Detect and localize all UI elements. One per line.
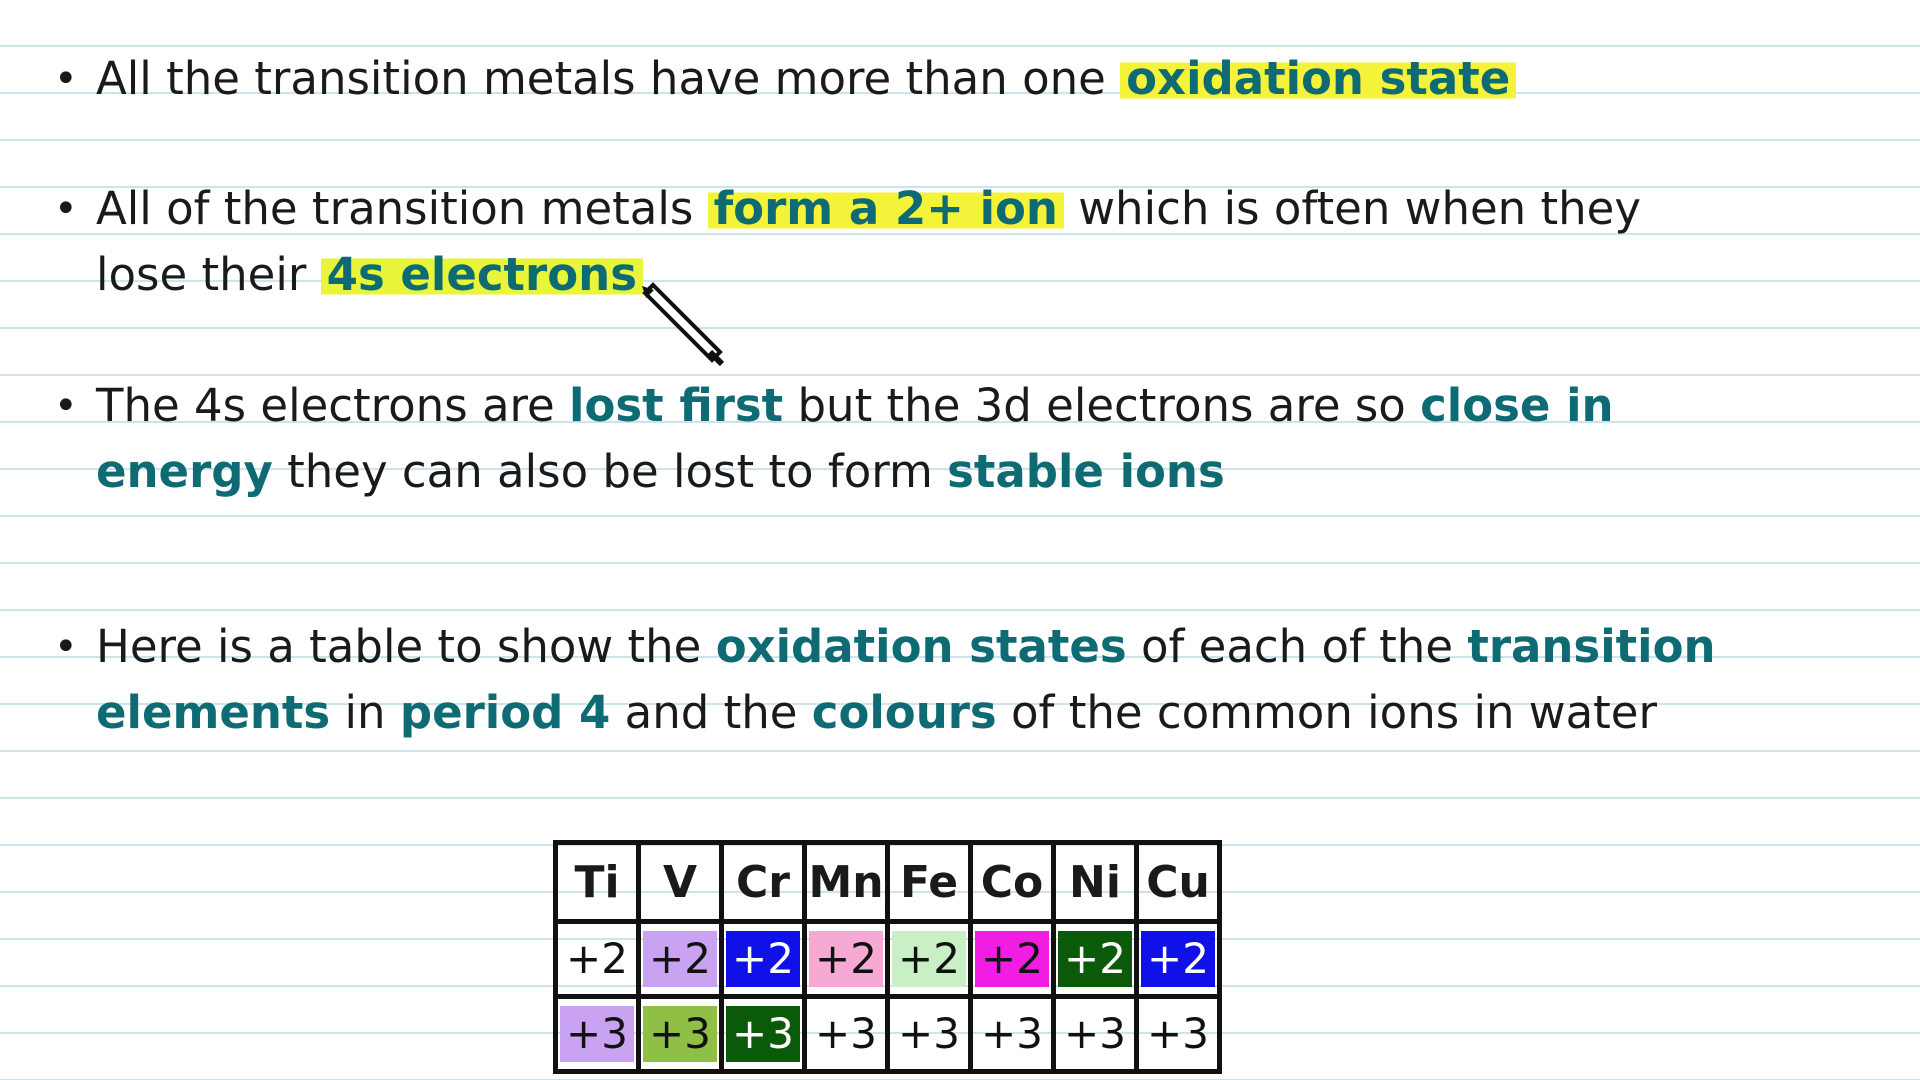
bullet-text [96, 46, 1746, 112]
body-text: Here is a table to show the [96, 620, 716, 673]
body-text: but the 3d electrons are so [783, 379, 1421, 432]
keyword-text: stable ions [947, 445, 1225, 498]
oxidation-value: +3 [560, 1006, 634, 1062]
body-text: of each of the [1126, 620, 1468, 673]
keyword-text: 4s electrons [321, 248, 643, 301]
oxidation-cell [1054, 997, 1137, 1072]
oxidation-cell [971, 997, 1054, 1072]
bullet-dot: • [54, 56, 78, 102]
element-header-ni: Ni [1054, 843, 1137, 922]
oxidation-cell [639, 922, 722, 997]
oxidation-value: +2 [1058, 931, 1132, 987]
oxidation-cell [722, 922, 805, 997]
element-header-v: V [639, 843, 722, 922]
element-header-cu: Cu [1137, 843, 1220, 922]
element-header-fe: Fe [888, 843, 971, 922]
oxidation-value: +3 [1147, 1009, 1209, 1058]
keyword-text: oxidation states [715, 620, 1127, 673]
body-text: in [330, 686, 400, 739]
keyword-text: transition elements [96, 620, 1716, 739]
oxidation-cell [1137, 922, 1220, 997]
oxidation-value: +3 [981, 1009, 1043, 1058]
keyword-text: oxidation state [1120, 52, 1516, 105]
oxidation-cell [556, 922, 639, 997]
body-text: All of the transition metals [96, 182, 708, 235]
oxidation-value: +3 [898, 1009, 960, 1058]
oxidation-value: +2 [643, 931, 717, 987]
bullet-dot: • [54, 624, 78, 670]
keyword-text: colours [811, 686, 997, 739]
element-header-ti: Ti [556, 843, 639, 922]
oxidation-value: +2 [975, 931, 1049, 987]
pen-cursor-icon [640, 280, 740, 380]
oxidation-value: +2 [1141, 931, 1215, 987]
keyword-text: lost first [569, 379, 784, 432]
oxidation-value: +3 [1064, 1009, 1126, 1058]
keyword-text: period 4 [399, 686, 611, 739]
oxidation-cell [971, 922, 1054, 997]
oxidation-cell [722, 997, 805, 1072]
bullet-text [96, 176, 1736, 308]
oxidation-cell [805, 922, 888, 997]
body-text: The 4s electrons are [96, 379, 570, 432]
table-header-row [556, 843, 1220, 922]
oxidation-value: +2 [726, 931, 800, 987]
body-text: of the common ions in water [996, 686, 1657, 739]
keyword-text: close in energy [96, 379, 1614, 498]
oxidation-states-table [553, 840, 1222, 1074]
oxidation-cell [1054, 922, 1137, 997]
oxidation-cell [888, 922, 971, 997]
body-text: which is often when they lose their [96, 182, 1641, 301]
oxidation-value: +3 [643, 1006, 717, 1062]
oxidation-cell [556, 997, 639, 1072]
bullet-text [96, 614, 1736, 746]
element-header-mn: Mn [805, 843, 888, 922]
oxidation-row [556, 922, 1220, 997]
oxidation-cell [805, 997, 888, 1072]
oxidation-value: +3 [726, 1006, 800, 1062]
oxidation-value: +3 [815, 1009, 877, 1058]
oxidation-value: +2 [566, 934, 628, 983]
element-header-co: Co [971, 843, 1054, 922]
oxidation-value: +2 [809, 931, 883, 987]
body-text: they can also be lost to form [272, 445, 948, 498]
body-text: All the transition metals have more than one [96, 52, 1121, 105]
oxidation-cell [639, 997, 722, 1072]
keyword-text: form a 2+ ion [708, 182, 1064, 235]
bullet-dot: • [54, 383, 78, 429]
body-text: and the [610, 686, 812, 739]
element-header-cr: Cr [722, 843, 805, 922]
oxidation-cell [1137, 997, 1220, 1072]
oxidation-value: +2 [892, 931, 966, 987]
oxidation-row [556, 997, 1220, 1072]
bullet-text [96, 373, 1656, 505]
oxidation-cell [888, 997, 971, 1072]
bullet-dot: • [54, 186, 78, 232]
